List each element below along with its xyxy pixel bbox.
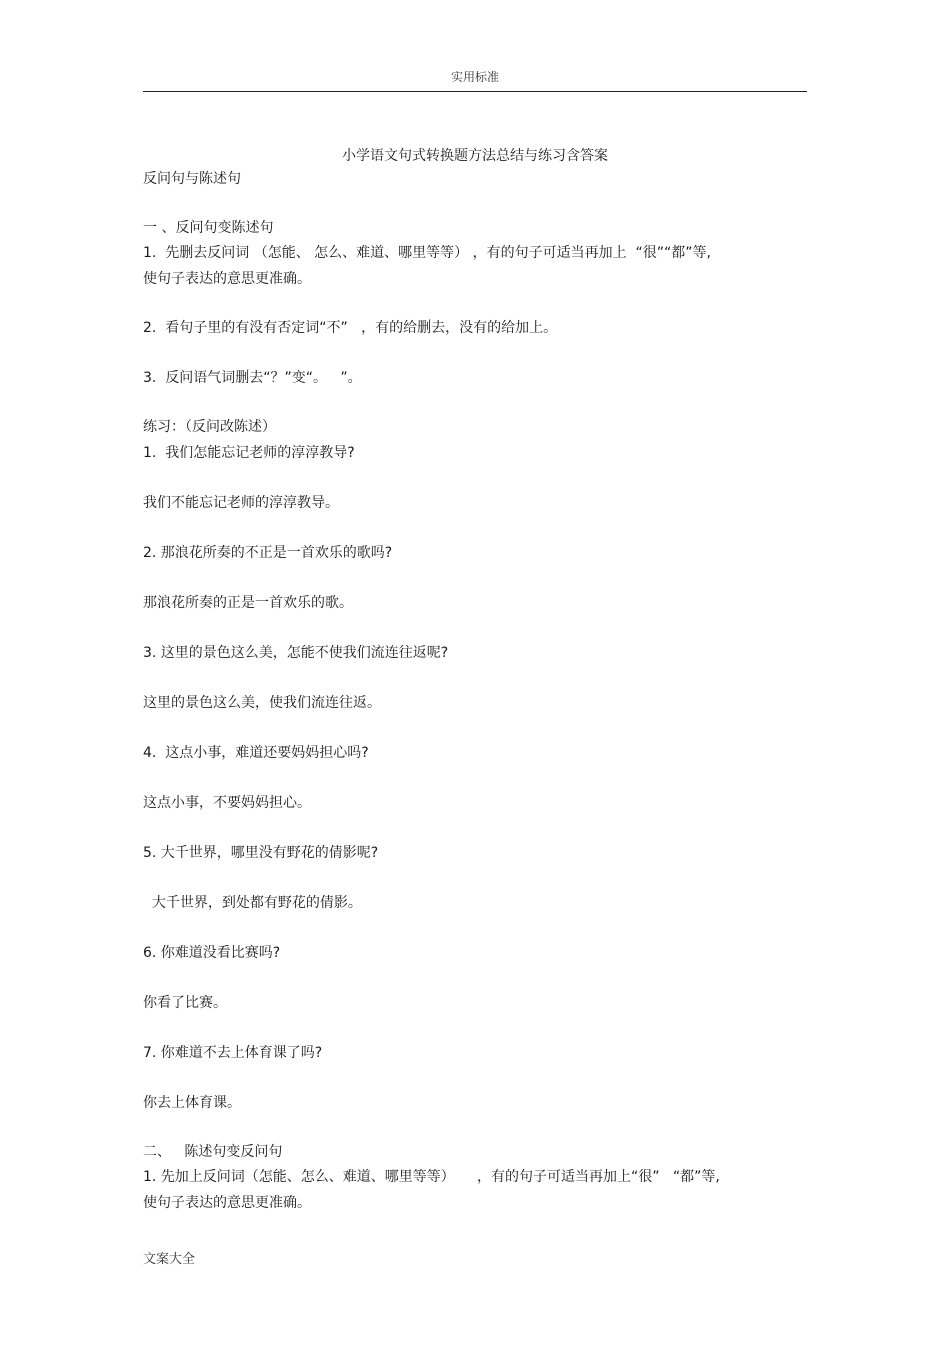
- exercise-answer: 那浪花所奏的正是一首欢乐的歌。: [143, 595, 353, 611]
- exercise-question: 3. 这里的景色这么美，怎能不使我们流连往返呢?: [143, 645, 449, 661]
- section-heading: 反问句与陈述句: [143, 171, 241, 187]
- exercise-question: 2. 那浪花所奏的不正是一首欢乐的歌吗?: [143, 545, 393, 561]
- exercise-heading: 练习：（反问改陈述）: [143, 419, 276, 435]
- exercise-answer: 我们不能忘记老师的淳淳教导。: [143, 495, 339, 511]
- rule-line-1: 1. 先加上反问词（怎能、怎么、难道、哪里等等） ，有的句子可适当再加上“很” “都”等,: [143, 1169, 720, 1185]
- rule-line-2: 使句子表达的意思更准确。: [143, 1195, 311, 1211]
- page-footer: 文案大全: [143, 1252, 196, 1267]
- rule-1-line-1: 1. 先删去反问词 （怎能、 怎么、难道、哪里等等） ，有的句子可适当再加上 “很”“都”等,: [143, 245, 711, 261]
- exercise-question: 7. 你难道不去上体育课了吗?: [143, 1045, 323, 1061]
- document-title: 小学语文句式转换题方法总结与练习含答案: [342, 148, 608, 164]
- header-rule: [143, 91, 807, 92]
- rule-3: 3. 反问语气词删去“？”变“。 ”。: [143, 370, 362, 386]
- subsection-heading: 二、 陈述句变反问句: [143, 1144, 283, 1160]
- exercise-question: 1. 我们怎能忘记老师的淳淳教导?: [143, 445, 355, 461]
- rule-1-line-2: 使句子表达的意思更准确。: [143, 271, 311, 287]
- header-text: 实用标准: [450, 70, 499, 84]
- rule-2: 2. 看句子里的有没有否定词“不” ，有的给删去，没有的给加上。: [143, 320, 558, 336]
- exercise-answer: 这点小事，不要妈妈担心。: [143, 795, 311, 811]
- exercise-answer: 大千世界，到处都有野花的倩影。: [143, 895, 362, 911]
- exercise-question: 4. 这点小事，难道还要妈妈担心吗?: [143, 745, 369, 761]
- exercise-answer: 你去上体育课。: [143, 1095, 241, 1111]
- exercise-answer: 这里的景色这么美，使我们流连往返。: [143, 695, 381, 711]
- exercise-question: 5. 大千世界，哪里没有野花的倩影呢?: [143, 845, 379, 861]
- exercise-answer: 你看了比赛。: [143, 995, 227, 1011]
- exercise-question: 6. 你难道没看比赛吗?: [143, 945, 281, 961]
- subsection-heading: 一 、反问句变陈述句: [143, 220, 274, 236]
